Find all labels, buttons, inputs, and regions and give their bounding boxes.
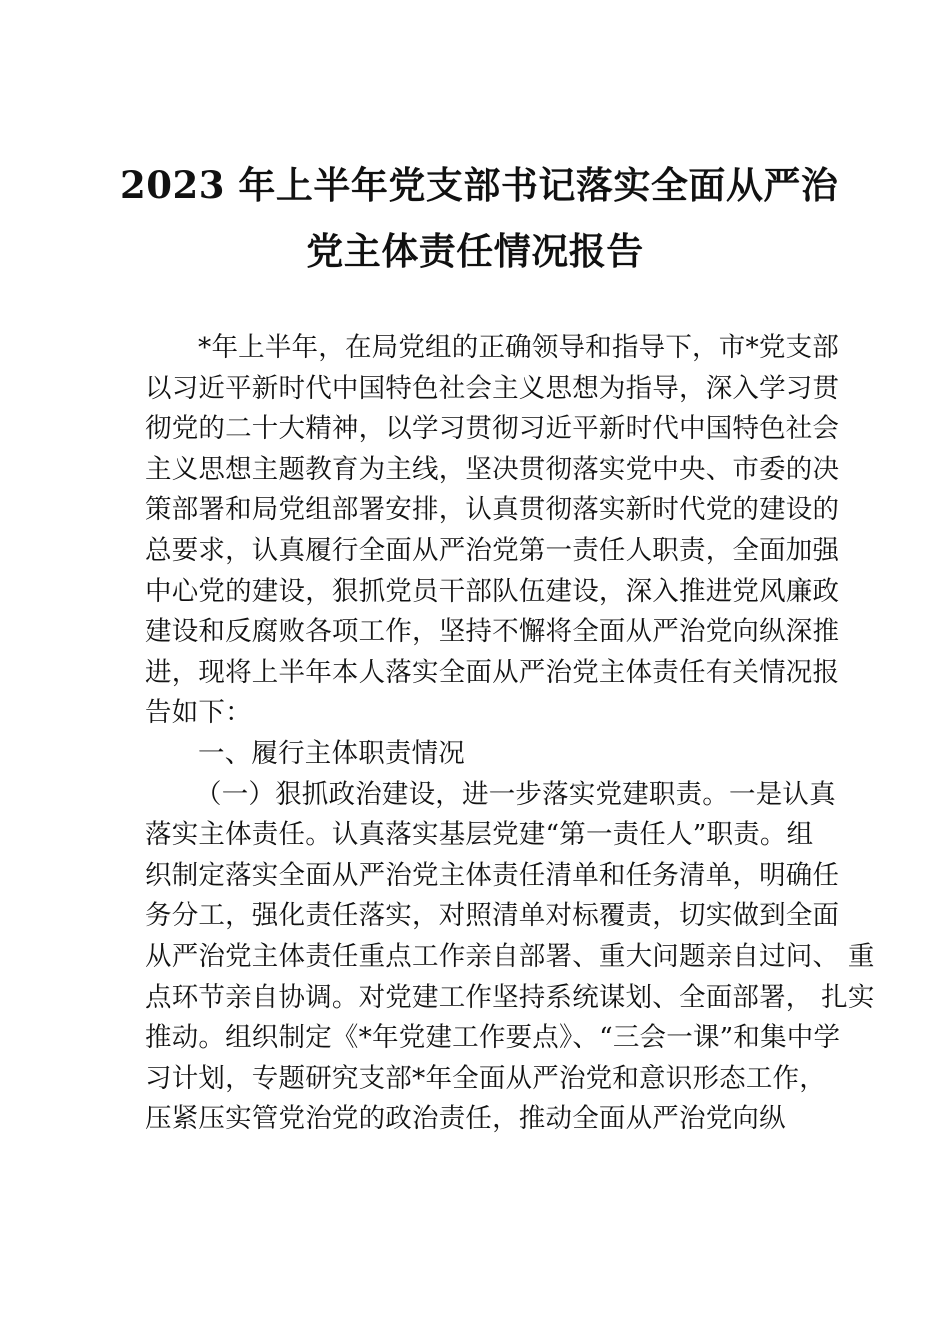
body-line: 习计划，专题研究支部*年全面从严治党和意识形态工作， (145, 1062, 826, 1094)
document-title-line-1: 2023 年上半年党支部书记落实全面从严治 (120, 163, 839, 207)
body-line: 彻党的二十大精神，以学习贯彻习近平新时代中国特色社会 (145, 413, 840, 445)
body-line: 中心党的建设，狠抓党员干部队伍建设，深入推进党风廉政 (145, 575, 840, 607)
body-line: *年上半年，在局党组的正确领导和指导下，市*党支部 (198, 332, 839, 363)
body-line: 压紧压实管党治党的政治责任，推动全面从严治党向纵 (145, 1103, 786, 1135)
subsection-heading-line: （一）狠抓政治建设，进一步落实党建职责。一是认真 (195, 778, 836, 810)
body-line: 落实主体责任。认真落实基层党建“第一责任人”职责。组 (145, 819, 814, 851)
body-line: 以习近平新时代中国特色社会主义思想为指导，深入学习贯 (145, 372, 840, 404)
document-title-line-2: 党主体责任情况报告 (306, 229, 644, 273)
body-line: 推动。组织制定《*年党建工作要点》、“三会一课”和集中学 (145, 1022, 841, 1054)
body-line: 告如下： (145, 697, 252, 729)
body-line: 点环节亲自协调。对党建工作坚持系统谋划、全面部署， 扎实 (145, 981, 875, 1013)
body-line: 总要求，认真履行全面从严治党第一责任人职责，全面加强 (145, 534, 840, 566)
document-body (145, 328, 875, 1140)
body-line: 从严治党主体责任重点工作亲自部署、重大问题亲自过问、 重 (145, 940, 875, 972)
body-line: 策部署和局党组部署安排，认真贯彻落实新时代党的建设的 (145, 494, 840, 526)
body-line: 务分工，强化责任落实，对照清单对标覆责，切实做到全面 (145, 900, 840, 932)
body-line: 建设和反腐败各项工作，坚持不懈将全面从严治党向纵深推 (145, 616, 840, 648)
body-line: 织制定落实全面从严治党主体责任清单和任务清单，明确任 (145, 859, 840, 891)
section-heading: 一、履行主体职责情况 (198, 737, 465, 769)
body-line: 进，现将上半年本人落实全面从严治党主体责任有关情况报 (145, 656, 840, 688)
body-line: 主义思想主题教育为主线，坚决贯彻落实党中央、市委的决 (145, 453, 840, 485)
